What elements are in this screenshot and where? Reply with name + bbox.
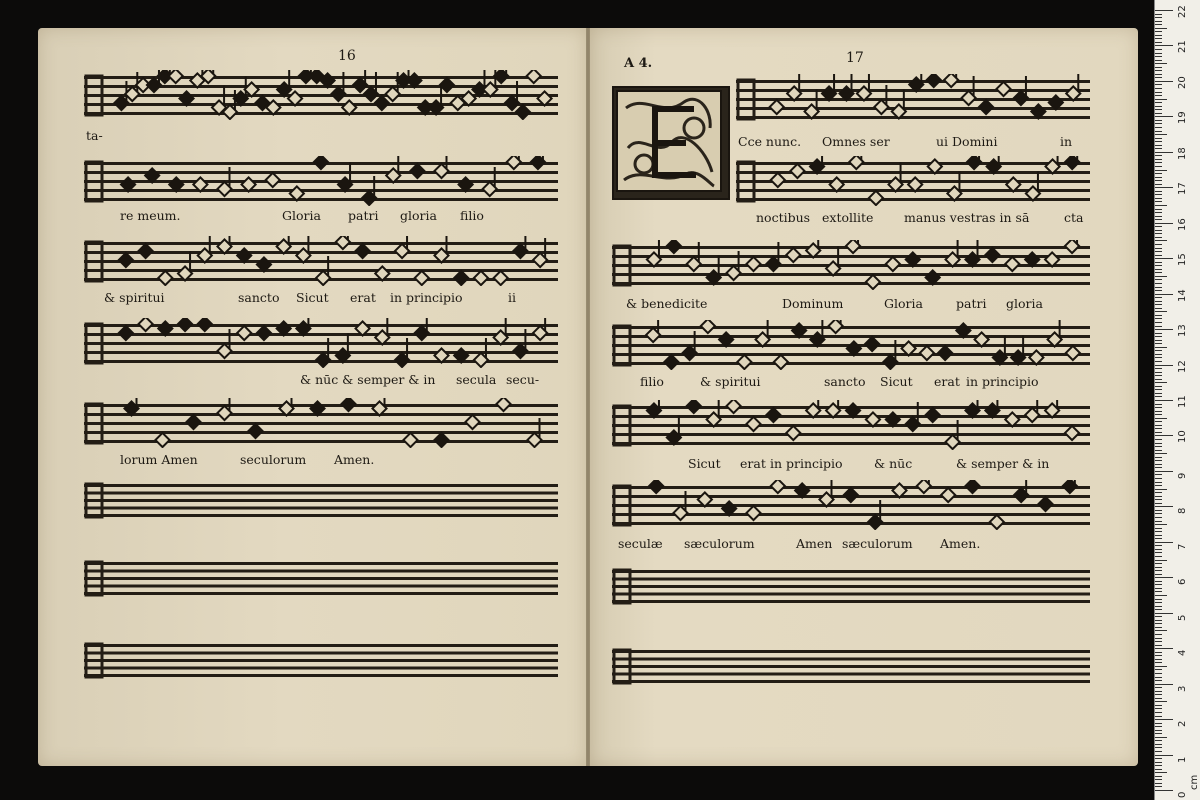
right-lyric: manus vestras in sā bbox=[904, 210, 1030, 225]
right-lyric: sæculorum bbox=[842, 536, 913, 551]
right-lyric: ui Domini bbox=[936, 134, 998, 149]
right-staff-1 bbox=[736, 74, 1090, 124]
left-lyric: Gloria bbox=[282, 208, 321, 223]
left-page-number: 16 bbox=[338, 48, 356, 64]
right-lyric: & nūc bbox=[874, 456, 913, 471]
right-lyric: seculæ bbox=[618, 536, 663, 551]
left-lyric: secu- bbox=[506, 372, 540, 387]
ruler-label: 22 bbox=[1177, 5, 1188, 18]
ruler-label: 6 bbox=[1177, 578, 1188, 586]
ruler-label: 13 bbox=[1177, 324, 1188, 338]
right-lyric: noctibus bbox=[756, 210, 811, 225]
right-lyric: filio bbox=[640, 374, 664, 389]
right-lyric: Amen. bbox=[940, 536, 981, 551]
ruler-label: 16 bbox=[1177, 217, 1188, 231]
left-staff-6 bbox=[84, 478, 558, 522]
left-lyric: ii bbox=[508, 290, 516, 305]
ruler-label: 2 bbox=[1177, 720, 1188, 728]
ruler-label: 20 bbox=[1177, 76, 1188, 89]
right-lyric: sancto bbox=[824, 374, 866, 389]
left-lyric: & nūc & semper & in bbox=[300, 372, 436, 387]
left-staff-3 bbox=[84, 236, 558, 286]
left-lyric: ta- bbox=[86, 128, 103, 143]
right-staff-3 bbox=[612, 240, 1090, 290]
right-staff-5 bbox=[612, 400, 1090, 450]
left-lyric: in principio bbox=[390, 290, 463, 305]
ruler-label: 19 bbox=[1177, 111, 1188, 125]
right-lyric: in principio bbox=[770, 456, 843, 471]
left-lyric: patri bbox=[348, 208, 379, 223]
measurement-ruler bbox=[1154, 0, 1200, 800]
left-lyric: lorum Amen bbox=[120, 452, 198, 467]
left-lyric: Sicut bbox=[296, 290, 329, 305]
right-lyric: in principio bbox=[966, 374, 1039, 389]
ruler-label: 9 bbox=[1177, 472, 1188, 479]
right-lyric: Amen bbox=[796, 536, 833, 551]
left-lyric: sancto bbox=[238, 290, 280, 305]
right-lyric: gloria bbox=[1006, 296, 1043, 311]
right-lyric: Gloria bbox=[884, 296, 923, 311]
left-staff-5 bbox=[84, 398, 558, 448]
ruler-label: 14 bbox=[1177, 288, 1188, 302]
right-lyric: & benedicite bbox=[626, 296, 708, 311]
right-lyric: erat bbox=[934, 374, 960, 389]
right-lyric: patri bbox=[956, 296, 987, 311]
left-lyric: & spiritui bbox=[104, 290, 165, 305]
right-staff-7 bbox=[612, 564, 1090, 608]
right-lyric: Dominum bbox=[782, 296, 844, 311]
right-lyric: sæculorum bbox=[684, 536, 755, 551]
left-lyric: seculorum bbox=[240, 452, 307, 467]
left-lyric: re meum. bbox=[120, 208, 181, 223]
left-lyric: filio bbox=[460, 208, 484, 223]
ruler-label: 1 bbox=[1177, 756, 1188, 763]
right-lyric: extollite bbox=[822, 210, 874, 225]
left-staff-2 bbox=[84, 156, 558, 206]
ruler-label: 5 bbox=[1177, 614, 1188, 621]
left-staff-1 bbox=[84, 70, 558, 120]
ruler-label: 17 bbox=[1177, 182, 1188, 196]
right-lyric: Cce nunc. bbox=[738, 134, 802, 149]
ruler-label: 12 bbox=[1177, 359, 1188, 373]
right-lyric: in bbox=[1060, 134, 1073, 149]
ruler-label: 15 bbox=[1177, 253, 1188, 267]
right-lyric: cta bbox=[1064, 210, 1084, 225]
ruler-label: 10 bbox=[1177, 430, 1188, 444]
left-lyric: erat bbox=[350, 290, 376, 305]
ruler-label: 18 bbox=[1177, 147, 1188, 160]
left-staff-7 bbox=[84, 556, 558, 600]
signature-mark: A 4. bbox=[624, 56, 653, 71]
right-lyric: Sicut bbox=[688, 456, 721, 471]
right-lyric: Sicut bbox=[880, 374, 913, 389]
left-staff-8 bbox=[84, 638, 558, 682]
right-staff-8 bbox=[612, 644, 1090, 688]
ruler-label: 8 bbox=[1177, 507, 1188, 515]
right-staff-4 bbox=[612, 320, 1090, 370]
ruler-label: 21 bbox=[1177, 40, 1188, 54]
right-lyric: Omnes ser bbox=[822, 134, 890, 149]
left-lyric: secula bbox=[456, 372, 497, 387]
ruler-label: 11 bbox=[1177, 395, 1188, 408]
right-lyric: & semper & in bbox=[956, 456, 1050, 471]
right-lyric: erat bbox=[740, 456, 766, 471]
right-page-number: 17 bbox=[846, 50, 864, 66]
left-lyric: gloria bbox=[400, 208, 437, 223]
ruler-label: 4 bbox=[1177, 649, 1188, 657]
left-staff-4 bbox=[84, 318, 558, 368]
right-staff-2 bbox=[736, 156, 1090, 206]
decorated-initial-e bbox=[612, 86, 730, 200]
right-lyric: & spiritui bbox=[700, 374, 761, 389]
ruler-unit: cm bbox=[1189, 774, 1200, 790]
ruler-label: 7 bbox=[1177, 543, 1188, 550]
ruler-label: 0 bbox=[1177, 791, 1188, 798]
ruler-label: 3 bbox=[1177, 685, 1188, 692]
right-staff-6 bbox=[612, 480, 1090, 530]
left-lyric: Amen. bbox=[334, 452, 375, 467]
